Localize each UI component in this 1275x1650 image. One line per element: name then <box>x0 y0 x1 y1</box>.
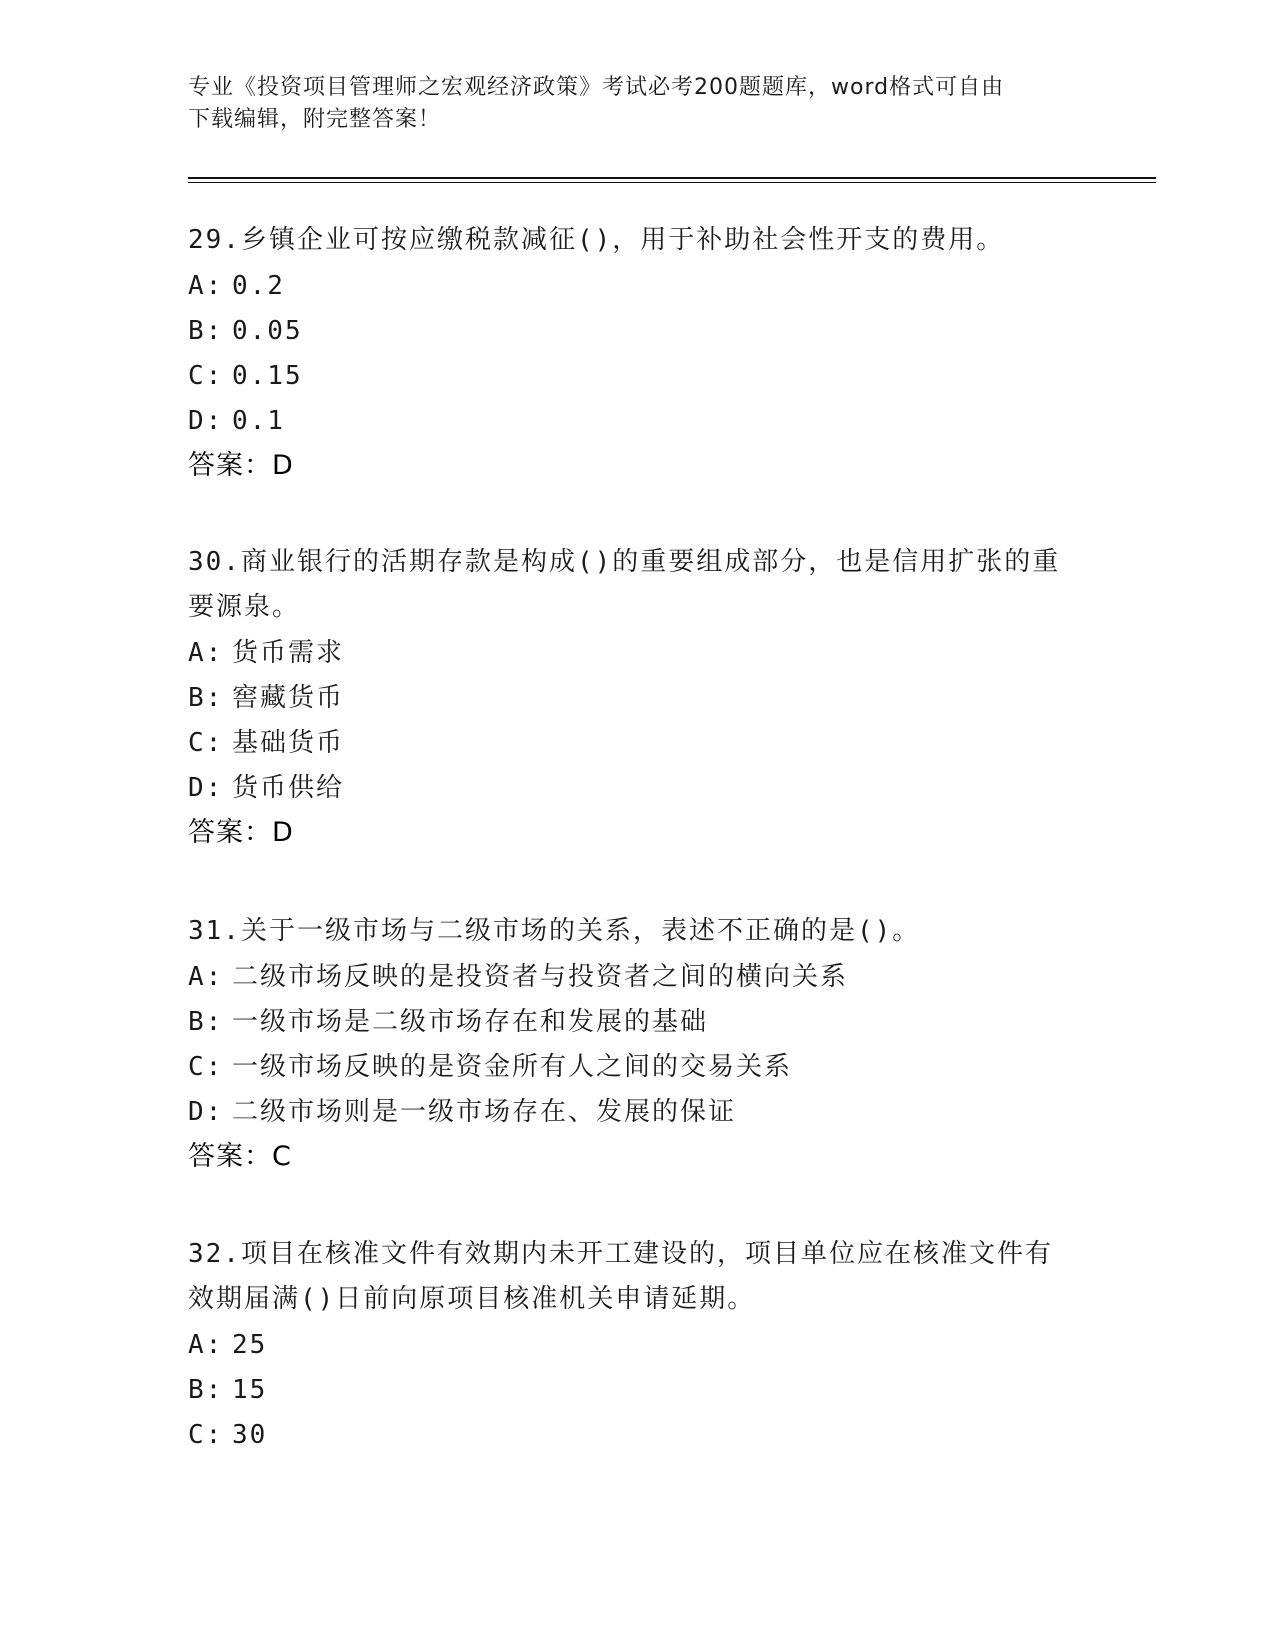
question-29-option-b <box>188 309 1088 354</box>
option-text: 一级市场是二级市场存在和发展的基础 <box>232 1007 709 1037</box>
option-text: 0.15 <box>232 361 303 391</box>
question-29-answer: 答案：D <box>188 450 294 481</box>
header-divider-thin <box>188 182 1156 183</box>
question-31-option-c <box>188 1045 1088 1090</box>
question-31-option-b <box>188 1000 1088 1045</box>
header-line-2: 下载编辑，附完整答案！ <box>188 107 442 132</box>
option-letter: C: <box>188 1420 224 1450</box>
header-divider-thick <box>188 177 1156 179</box>
stem-line-1: 30.商业银行的活期存款是构成()的重要组成部分，也是信用扩张的重 <box>188 547 1061 577</box>
option-text: 30 <box>232 1420 268 1450</box>
option-letter: B: <box>188 683 224 713</box>
option-letter: D: <box>188 1097 224 1127</box>
stem-line-2: 效期届满()日前向原项目核准机关申请延期。 <box>188 1284 756 1314</box>
option-text: 0.2 <box>232 271 285 301</box>
question-32-stem <box>188 1232 1088 1322</box>
stem-line-1: 32.项目在核准文件有效期内未开工建设的，项目单位应在核准文件有 <box>188 1239 1053 1269</box>
option-letter: B: <box>188 316 224 346</box>
option-letter: B: <box>188 1375 224 1405</box>
option-letter: D: <box>188 406 224 436</box>
option-letter: C: <box>188 361 224 391</box>
option-letter: C: <box>188 728 224 758</box>
option-text: 二级市场则是一级市场存在、发展的保证 <box>232 1097 737 1127</box>
question-29-stem: 29.乡镇企业可按应缴税款减征()，用于补助社会性开支的费用。 <box>188 225 1005 255</box>
question-32-option-a <box>188 1323 1088 1368</box>
question-31-option-d <box>188 1090 1088 1135</box>
question-31-stem: 31.关于一级市场与二级市场的关系，表述不正确的是()。 <box>188 916 921 946</box>
option-text: 货币需求 <box>232 638 345 668</box>
question-29-option-c <box>188 354 1088 399</box>
option-text: 0.1 <box>232 406 285 436</box>
option-text: 15 <box>232 1375 268 1405</box>
option-letter: A: <box>188 638 224 668</box>
option-letter: C: <box>188 1052 224 1082</box>
question-30-option-a <box>188 631 1088 676</box>
question-31-option-a <box>188 955 1088 1000</box>
question-30-option-b <box>188 676 1088 721</box>
question-31-answer: 答案：C <box>188 1141 292 1172</box>
question-30-stem <box>188 540 1088 630</box>
question-30-option-d <box>188 766 1088 811</box>
option-letter: D: <box>188 773 224 803</box>
question-32-option-c <box>188 1413 1088 1458</box>
header-line-1: 专业《投资项目管理师之宏观经济政策》考试必考200题题库，word格式可自由 <box>188 75 1005 100</box>
option-letter: A: <box>188 962 224 992</box>
option-text: 货币供给 <box>232 773 345 803</box>
question-30-option-c <box>188 721 1088 766</box>
question-29-option-d <box>188 399 1088 444</box>
option-letter: A: <box>188 271 224 301</box>
question-30-answer: 答案：D <box>188 817 294 848</box>
option-letter: B: <box>188 1007 224 1037</box>
option-text: 二级市场反映的是投资者与投资者之间的横向关系 <box>232 962 849 992</box>
option-text: 窖藏货币 <box>232 683 345 713</box>
option-text: 25 <box>232 1330 268 1360</box>
option-text: 0.05 <box>232 316 303 346</box>
option-text: 基础货币 <box>232 728 345 758</box>
option-text: 一级市场反映的是资金所有人之间的交易关系 <box>232 1052 793 1082</box>
question-29-option-a <box>188 264 1088 309</box>
option-letter: A: <box>188 1330 224 1360</box>
document-header <box>188 72 1088 136</box>
stem-line-2: 要源泉。 <box>188 592 301 622</box>
question-32-option-b <box>188 1368 1088 1413</box>
